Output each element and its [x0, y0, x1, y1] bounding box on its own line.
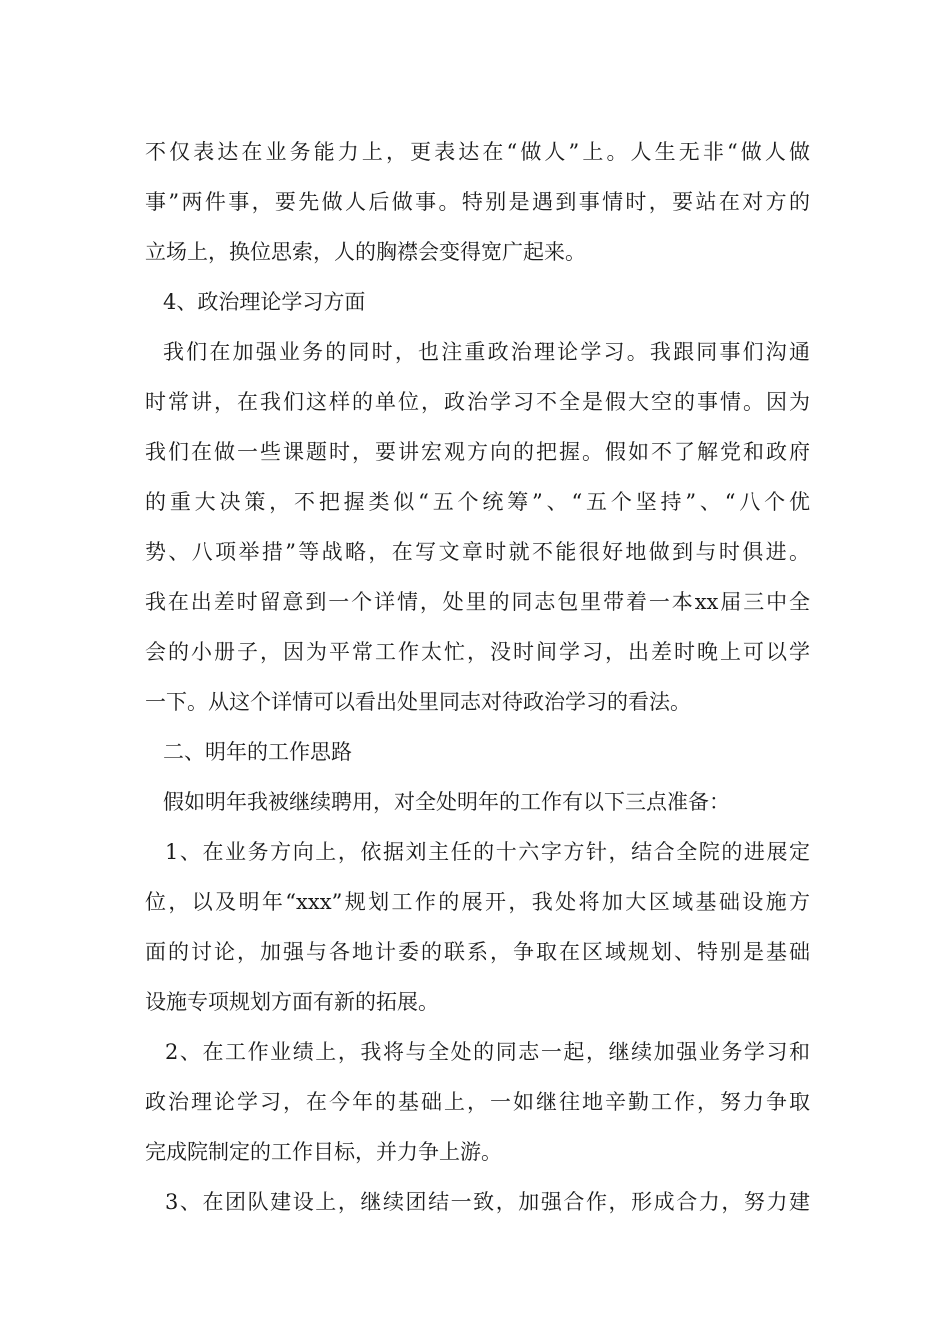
text-line: 势、八项举措”等战略，在写文章时就不能很好地做到与时俱进。 [145, 540, 810, 564]
text-line: 我们在加强业务的同时，也注重政治理论学习。我跟同事们沟通 [163, 340, 810, 364]
text-line: 1、在业务方向上，依据刘主任的十六字方针，结合全院的进展定 [165, 840, 810, 864]
text-line: 完成院制定的工作目标，并力争上游。 [145, 1140, 502, 1164]
text-line: 3、在团队建设上，继续团结一致，加强合作，形成合力，努力建 [165, 1190, 810, 1214]
text-line: 位，以及明年“xxx”规划工作的展开，我处将加大区域基础设施方 [145, 890, 810, 914]
text-line: 时常讲，在我们这样的单位，政治学习不全是假大空的事情。因为 [145, 390, 810, 414]
text-line: 的重大决策，不把握类似“五个统筹”、“五个坚持”、“八个优 [145, 490, 810, 514]
text-line: 设施专项规划方面有新的拓展。 [145, 990, 439, 1014]
text-line: 我在出差时留意到一个详情，处里的同志包里带着一本xx届三中全 [145, 590, 810, 614]
body-text [145, 127, 810, 1227]
text-line: 我们在做一些课题时，要讲宏观方向的把握。假如不了解党和政府 [145, 440, 810, 464]
text-line: 政治理论学习，在今年的基础上，一如继往地辛勤工作，努力争取 [145, 1090, 810, 1114]
text-line: 会的小册子，因为平常工作太忙，没时间学习，出差时晚上可以学 [145, 640, 810, 664]
section-heading: 4、政治理论学习方面 [163, 290, 366, 314]
text-line: 2、在工作业绩上，我将与全处的同志一起，继续加强业务学习和 [165, 1040, 810, 1064]
section-heading: 二、明年的工作思路 [163, 740, 352, 764]
text-line: 立场上，换位思索，人的胸襟会变得宽广起来。 [145, 240, 586, 264]
text-line: 一下。从这个详情可以看出处里同志对待政治学习的看法。 [145, 690, 691, 714]
text-line: 假如明年我被继续聘用，对全处明年的工作有以下三点准备： [163, 790, 730, 814]
text-line: 面的讨论，加强与各地计委的联系，争取在区域规划、特别是基础 [145, 940, 810, 964]
text-line: 不仅表达在业务能力上，更表达在“做人”上。人生无非“做人做 [145, 140, 810, 164]
text-line: 事”两件事，要先做人后做事。特别是遇到事情时，要站在对方的 [145, 190, 810, 214]
